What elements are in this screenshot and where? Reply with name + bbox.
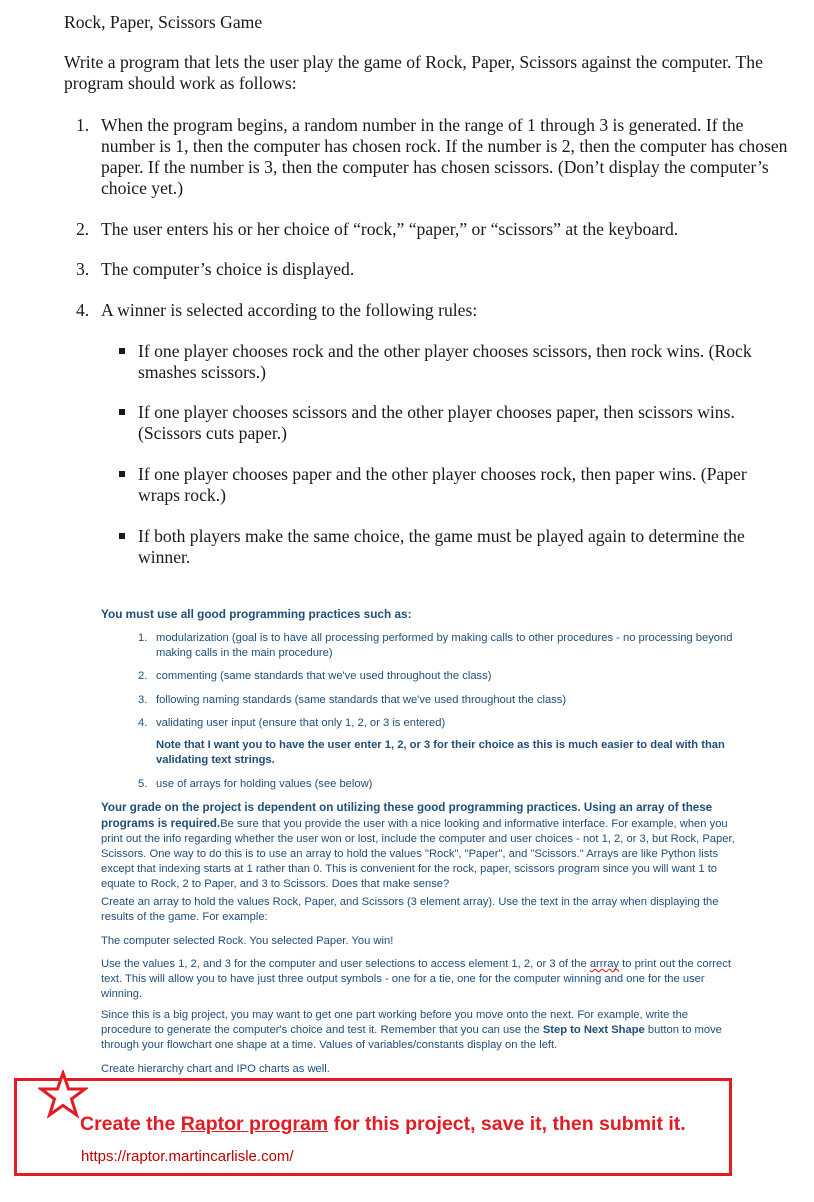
step-number: 3. [76,259,90,279]
step-text: A winner is selected according to the following rules: [101,300,478,320]
step-text: The user enters his or her choice of “rock,” “paper,” or “scissors” at the keyboard. [101,219,679,239]
values-text: to print out the correct text. This will allow you to have just three output symbols - one for a tie, one for the computer winning and one for the user winning. [101,958,731,1000]
hierarchy-line: Create hierarchy chart and IPO charts as well. [101,1063,330,1075]
bullet-icon [119,409,125,415]
grade-bold: Your grade on the project is dependent on utilizing these good programming practices. Using an array of these programs is required. [101,801,713,830]
rule-item: If both players make the same choice, the game must be played again to determine the winner. [138,526,745,567]
practices-heading: You must use all good programming practices such as: [101,607,412,621]
practice-number: 3. [138,694,148,706]
bullet-icon [119,471,125,477]
step-number: 1. [76,115,90,135]
intro-paragraph: Write a program that lets the user play the game of Rock, Paper, Scissors against the computer. The program should work as follows: [64,52,763,93]
values-text: Use the values 1, 2, and 3 for the computer and user selections to access element 1, 2, or 3 of the [101,958,590,970]
bullet-icon [119,348,125,354]
step-to-next-shape-label: Step to Next Shape [542,1024,645,1036]
big-project-paragraph [101,1008,741,1053]
raptor-url-link[interactable]: https://raptor.martincarlisle.com/ [81,1148,294,1165]
practice-number: 4. [138,717,148,729]
practice-text: commenting (same standards that we've used throughout the class) [156,670,492,682]
page-title: Rock, Paper, Scissors Game [64,12,263,32]
step-number: 2. [76,219,90,239]
misspelled-word: arrray [589,958,620,970]
practice-note: Note that I want you to have the user enter 1, 2, or 3 for their choice as this is much easier to deal with than validating text strings. [156,739,725,766]
practice-text: use of arrays for holding values (see below) [156,778,373,790]
step-text: When the program begins, a random number in the range of 1 through 3 is generated. If the number is 1, then the computer has chosen rock. If the number is 2, then the computer has chosen paper. If the number is 3, then the computer has chosen scissors. (Don’t display the computer’s choice yet.) [101,115,788,198]
step-text: The computer’s choice is displayed. [101,259,355,279]
grade-paragraph [101,800,741,892]
big-project-text: Since this is a big project, you may want to get one part working before you move onto the next. For example, write the procedure to generate the computer's choice and test it. Remember that you can use the [101,1009,689,1036]
practice-number: 5. [138,778,148,790]
cta-text: for this project, save it, then submit it. [328,1113,686,1135]
practice-text: modularization (goal is to have all processing performed by making calls to other procedures - no processing beyond making calls in the main procedure) [156,632,733,659]
big-project-text: button to move through your flowchart one shape at a time. Values of variables/constants display on the left. [101,1024,722,1051]
rule-item: If one player chooses scissors and the other player chooses paper, then scissors wins. (Scissors cuts paper.) [138,402,735,443]
example-line: The computer selected Rock. You selected Paper. You win! [101,935,394,947]
values-paragraph [101,957,741,1002]
practice-number: 2. [138,670,148,682]
practice-text: validating user input (ensure that only 1, 2, or 3 is entered) [156,717,446,729]
cta-text: Create the [80,1113,181,1135]
bullet-icon [119,533,125,539]
rule-item: If one player chooses paper and the other player chooses rock, then paper wins. (Paper wraps rock.) [138,464,747,505]
submit-instruction [80,1112,686,1136]
step-number: 4. [76,300,90,320]
practice-number: 1. [138,632,148,644]
array-paragraph: Create an array to hold the values Rock, Paper, and Scissors (3 element array). Use the text in the array when displaying the results of the game. For example: [101,896,719,923]
raptor-program-link[interactable]: Raptor program [180,1113,329,1135]
rule-item: If one player chooses rock and the other player chooses scissors, then rock wins. (Rock smashes scissors.) [138,341,752,382]
grade-rest: Be sure that you provide the user with a nice looking and informative interface. For example, when you print out the info regarding whether the user won or lost, include the computer and user choices - not 1, 2, or 3, but Rock, Paper, Scissors. One way to do this is to use an array to hold the values "Rock", "Paper", and "Scissors." Arrays are like Python lists except that indexing starts at 1 rather than 0. This is convenient for the rock, paper, scissors program since you will want 1 to equate to Rock, 2 to Paper, and 3 to Scissors. Does that make sense? [101,818,735,890]
practice-text: following naming standards (same standards that we've used throughout the class) [156,694,567,706]
